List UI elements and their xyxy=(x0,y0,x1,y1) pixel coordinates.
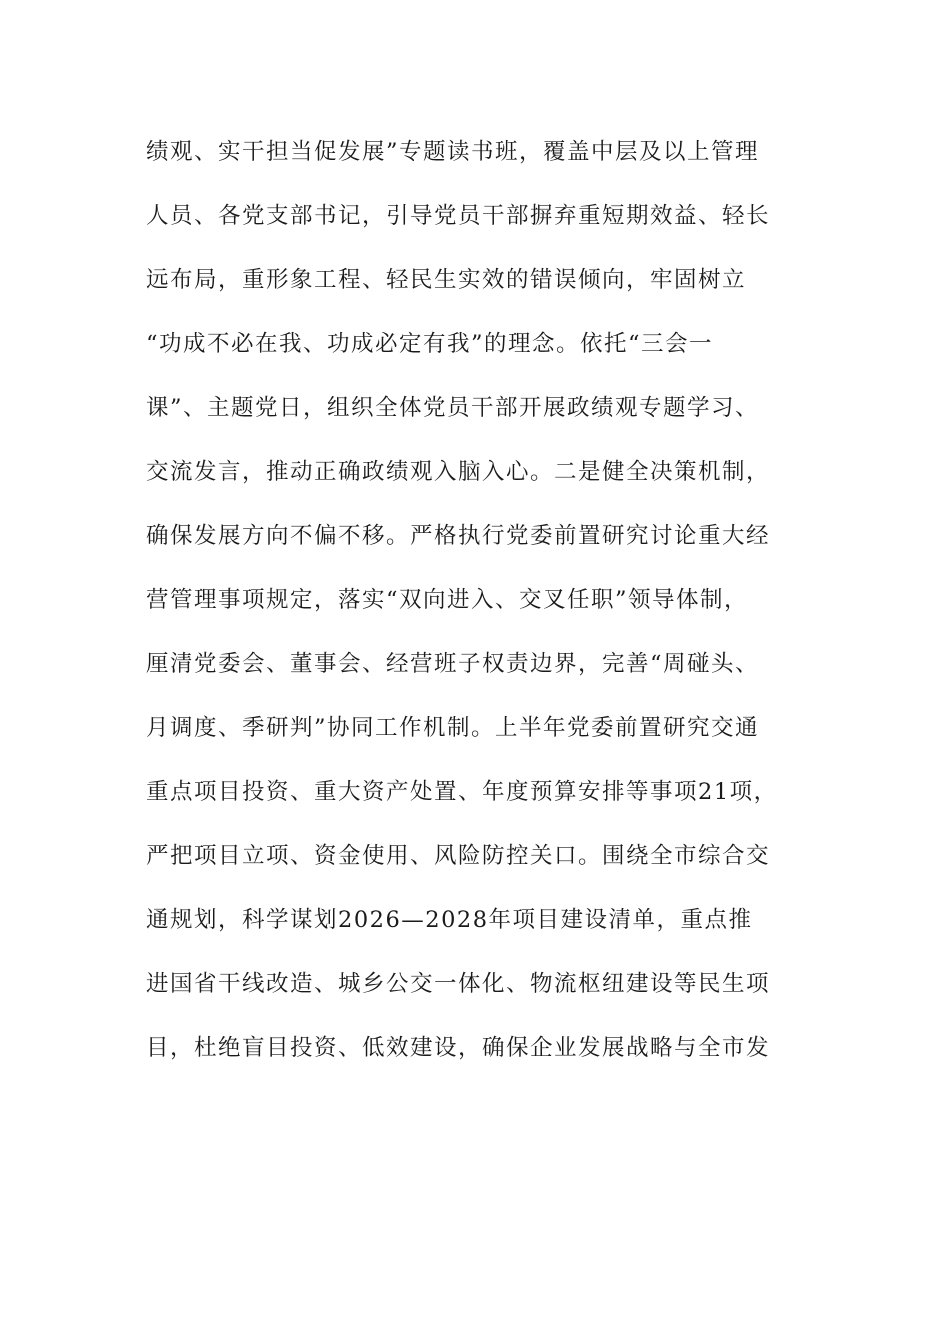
text-line: 远布局，重形象工程、轻民生实效的错误倾向，牢固树立 xyxy=(146,267,747,293)
text-line: “功成不必在我、功成必定有我”的理念。依托“三会一 xyxy=(146,331,714,357)
text-line: 确保发展方向不偏不移。严格执行党委前置研究讨论重大经 xyxy=(146,523,771,549)
text-line: 严把项目立项、资金使用、风险防控关口。围绕全市综合交 xyxy=(146,843,771,869)
text-line: 进国省干线改造、城乡公交一体化、物流枢纽建设等民生项 xyxy=(146,971,771,997)
text-line: 绩观、实干担当促发展”专题读书班，覆盖中层及以上管理 xyxy=(146,139,760,165)
text-line: 通规划，科学谋划2026—2028年项目建设清单，重点推 xyxy=(146,907,753,933)
body-paragraph xyxy=(146,129,826,1089)
text-line: 营管理事项规定，落实“双向进入、交叉任职”领导体制， xyxy=(146,587,749,613)
text-line: 月调度、季研判”协同工作机制。上半年党委前置研究交通 xyxy=(146,715,760,741)
text-line: 课”、主题党日，组织全体党员干部开展政绩观专题学习、 xyxy=(146,395,760,421)
text-line: 目，杜绝盲目投资、低效建设，确保企业发展战略与全市发 xyxy=(146,1035,771,1061)
text-line: 厘清党委会、董事会、经营班子权责边界，完善“周碰头、 xyxy=(146,651,760,677)
text-line: 交流发言，推动正确政绩观入脑入心。二是健全决策机制， xyxy=(146,459,771,485)
text-line: 人员、各党支部书记，引导党员干部摒弃重短期效益、轻长 xyxy=(146,203,771,229)
text-line: 重点项目投资、重大资产处置、年度预算安排等事项21项， xyxy=(146,779,778,805)
